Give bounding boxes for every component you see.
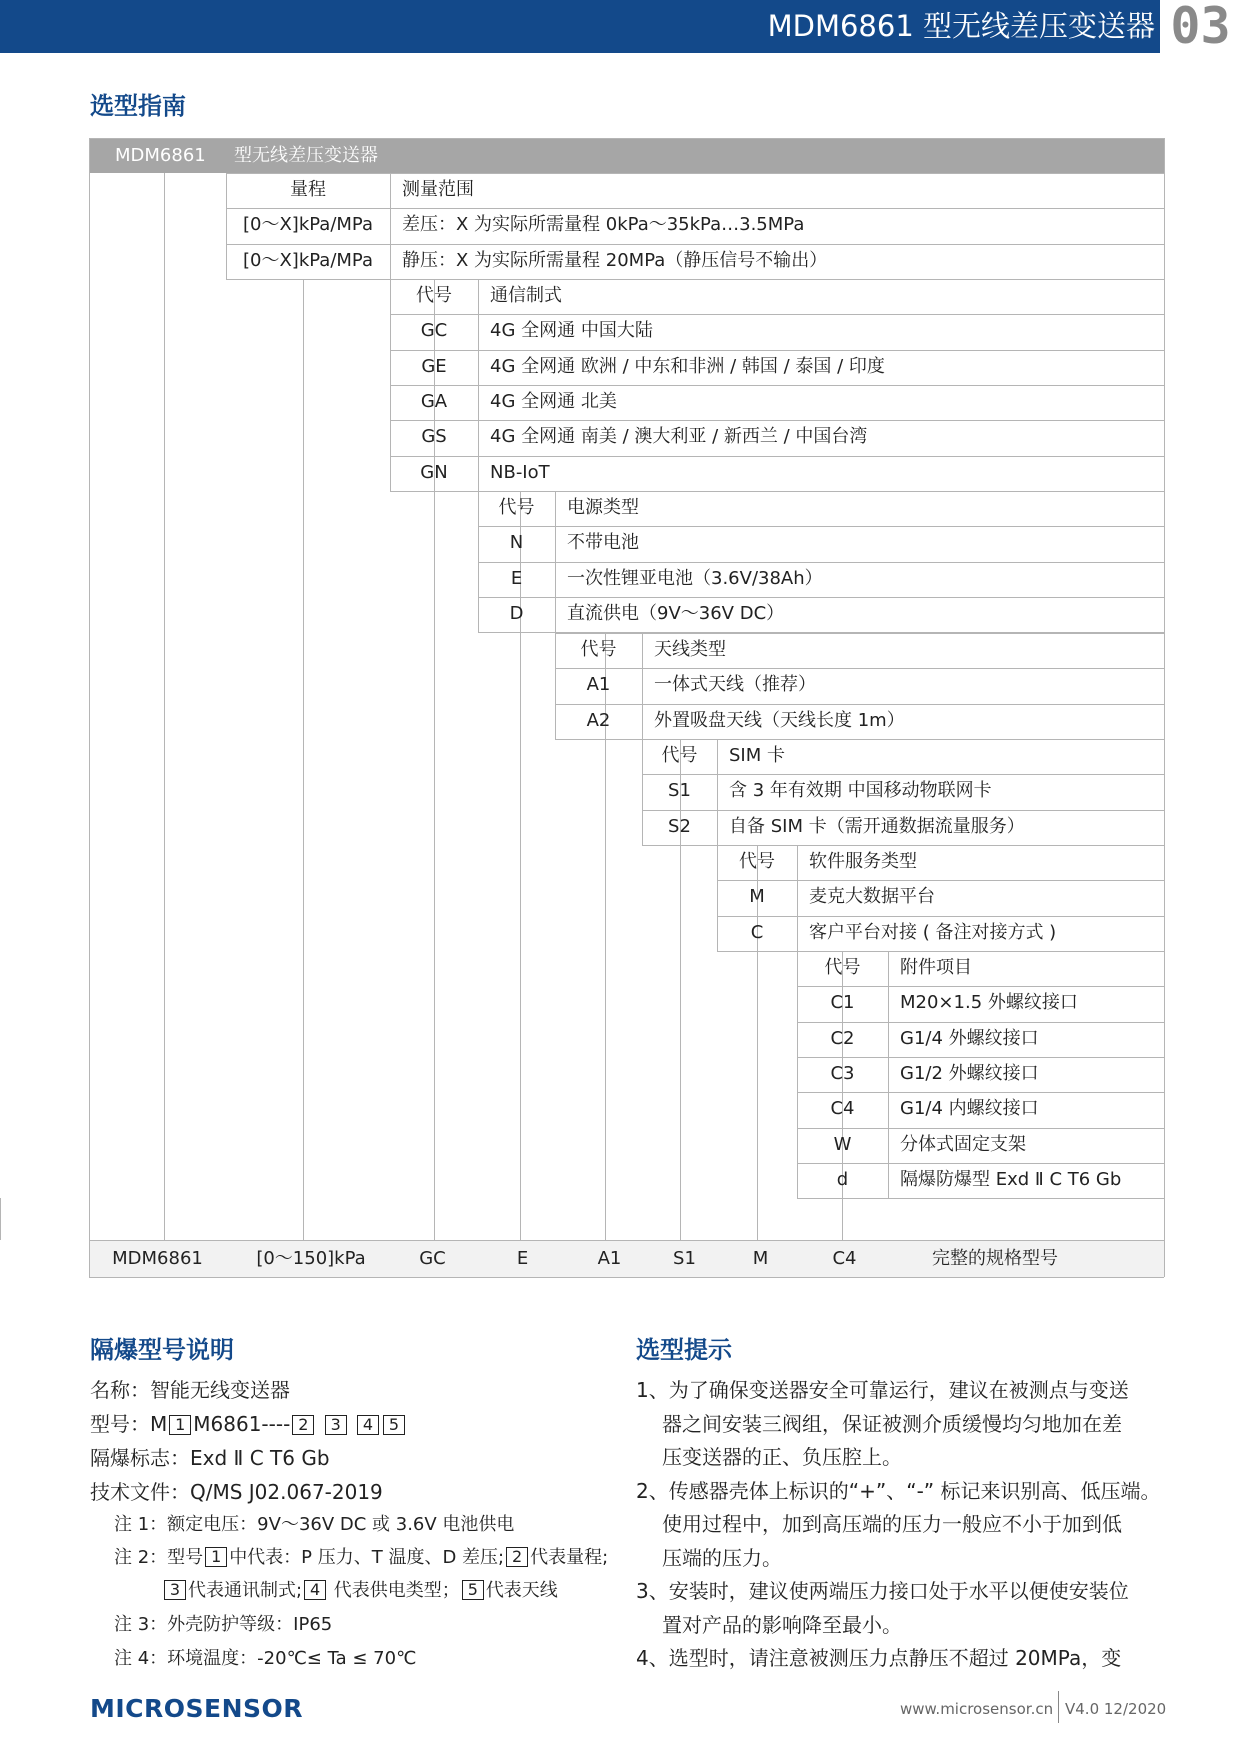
table-right-border xyxy=(1164,138,1165,1277)
software-code-C: C xyxy=(750,921,764,943)
software-header-desc: 软件服务类型 xyxy=(809,851,917,872)
software-header-code: 代号 xyxy=(739,851,775,872)
tip-line: 使用过程中，加到高压端的压力一般应不小于加到低 xyxy=(662,1512,1122,1536)
accessory-desc: G1/4 内螺纹接口 xyxy=(900,1098,1039,1120)
range-code-0XkPaMPa: [0～X]kPa/MPa xyxy=(243,249,373,271)
microsensor-logo: MICROSENSOR xyxy=(90,1694,304,1723)
table-rule xyxy=(642,739,1164,740)
sim-desc: 含 3 年有效期 中国移动物联网卡 xyxy=(729,780,992,802)
range-header-code: 量程 xyxy=(290,179,326,200)
sim-header-code: 代号 xyxy=(661,745,698,766)
comm-code-GA: GA xyxy=(420,390,448,412)
explosion-note-2 xyxy=(114,1547,608,1569)
accessory-desc: G1/4 外螺纹接口 xyxy=(900,1027,1039,1049)
table-rule xyxy=(89,1277,1164,1278)
tree-line-accessory xyxy=(0,1198,1,1240)
example-software: M xyxy=(752,1248,769,1269)
sim-header-desc: SIM 卡 xyxy=(729,745,785,766)
accessory-desc: 分体式固定支架 xyxy=(900,1133,1026,1155)
block-divider-range xyxy=(390,173,391,279)
software-desc: 客户平台对接 ( 备注对接方式 ) xyxy=(809,921,1057,943)
tip-line: 1、为了确保变送器安全可靠运行，建议在被测点与变送 xyxy=(636,1378,1129,1402)
range-desc: 差压：X 为实际所需量程 0kPa～35kPa…3.5MPa xyxy=(402,214,805,236)
block-divider-power xyxy=(555,491,556,632)
accessory-code-C2: C2 xyxy=(830,1027,855,1049)
antenna-code-A1: A1 xyxy=(586,674,611,696)
note2-d: 代表通讯制式; xyxy=(188,1580,303,1601)
table-model: MDM6861 xyxy=(115,145,206,166)
model-box-5: 5 xyxy=(383,1415,405,1435)
power-desc: 一次性锂亚电池（3.6V/38Ah） xyxy=(567,567,823,589)
header-title: MDM6861 型无线差压变送器 xyxy=(767,9,1155,43)
table-left-border xyxy=(89,138,90,1277)
power-code-D: D xyxy=(509,602,524,624)
tip-line: 压端的压力。 xyxy=(662,1545,782,1570)
antenna-desc: 外置吸盘天线（天线长度 1m） xyxy=(654,709,905,731)
tip-line: 2、传感器壳体上标识的“+”、“-” 标记来识别高、低压端。 xyxy=(636,1478,1161,1503)
tip-line: 置对产品的影响降至最小。 xyxy=(662,1612,902,1637)
model-box-2: 2 xyxy=(292,1415,314,1435)
comm-code-GC: GC xyxy=(420,320,448,342)
power-code-N: N xyxy=(509,532,524,554)
model-mid: M6861---- xyxy=(193,1412,291,1436)
example-comm: GC xyxy=(419,1248,446,1269)
comm-header-code: 代号 xyxy=(416,285,452,306)
accessory-code-d: d xyxy=(836,1168,849,1190)
range-code-0XkPaMPa: [0～X]kPa/MPa xyxy=(243,214,373,236)
explosion-title: 隔爆型号说明 xyxy=(90,1336,234,1364)
tree-line-model xyxy=(164,173,165,1240)
explosion-note-1: 注 1：额定电压：9V～36V DC 或 3.6V 电池供电 xyxy=(114,1514,515,1535)
example-accessory: C4 xyxy=(832,1248,857,1269)
comm-code-GS: GS xyxy=(421,426,447,448)
example-sim: S1 xyxy=(673,1248,696,1269)
accessory-header-code: 代号 xyxy=(824,957,861,978)
comm-desc: NB-IoT xyxy=(490,461,550,483)
power-header-code: 代号 xyxy=(498,497,535,518)
comm-desc: 4G 全网通 南美 / 澳大利亚 / 新西兰 / 中国台湾 xyxy=(490,426,868,448)
footer-version: V4.0 12/2020 xyxy=(1065,1700,1167,1718)
power-desc: 不带电池 xyxy=(567,532,639,554)
accessory-code-W: W xyxy=(833,1133,852,1155)
note2-box-3: 3 xyxy=(164,1580,186,1600)
page-number: 03 xyxy=(1160,0,1241,53)
example-power: E xyxy=(516,1248,529,1269)
block-divider-accessory xyxy=(888,951,889,1198)
model-box-1: 1 xyxy=(169,1415,191,1435)
example-range: [0～150]kPa xyxy=(256,1248,366,1269)
model-prefix: 型号：M xyxy=(90,1412,168,1436)
comm-header-desc: 通信制式 xyxy=(490,285,562,306)
selection-guide-title: 选型指南 xyxy=(90,92,186,120)
tree-line-range xyxy=(303,279,304,1240)
range-header-desc: 测量范围 xyxy=(402,179,474,200)
table-rule xyxy=(89,138,1164,139)
explosion-mark: 隔爆标志：Exd Ⅱ C T6 Gb xyxy=(90,1446,330,1470)
tip-line: 3、安装时，建议使两端压力接口处于水平以便使安装位 xyxy=(636,1579,1129,1603)
block-divider-antenna xyxy=(642,633,643,739)
range-desc: 静压：X 为实际所需量程 20MPa（静压信号不输出） xyxy=(402,249,828,271)
example-label: 完整的规格型号 xyxy=(932,1248,1058,1269)
note2-box-2: 2 xyxy=(506,1547,528,1567)
table-rule xyxy=(555,668,1164,669)
example-model: MDM6861 xyxy=(112,1248,203,1269)
note2-a: 注 2：型号 xyxy=(114,1547,204,1568)
accessory-desc: 隔爆防爆型 Exd Ⅱ C T6 Gb xyxy=(900,1168,1122,1190)
explosion-note-4: 注 4：环境温度：-20℃≤ Ta ≤ 70℃ xyxy=(114,1648,417,1669)
note2-e: 代表供电类型； xyxy=(328,1580,460,1601)
comm-code-GN: GN xyxy=(420,461,448,483)
accessory-code-C4: C4 xyxy=(830,1098,855,1120)
note2-c: 代表量程; xyxy=(530,1547,609,1568)
block-divider-comm xyxy=(478,279,479,491)
antenna-desc: 一体式天线（推荐） xyxy=(654,674,816,696)
accessory-desc: G1/2 外螺纹接口 xyxy=(900,1062,1039,1084)
table-rule xyxy=(555,633,1164,634)
explosion-doc: 技术文件：Q/MS J02.067-2019 xyxy=(90,1480,383,1504)
footer-url[interactable]: www.microsensor.cn xyxy=(900,1700,1054,1718)
comm-desc: 4G 全网通 中国大陆 xyxy=(490,320,653,342)
tip-line: 器之间安装三阀组，保证被测介质缓慢均匀地加在差 xyxy=(662,1411,1122,1436)
tip-line: 4、选型时，请注意被测压力点静压不超过 20MPa，变 xyxy=(636,1646,1122,1670)
model-box-4: 4 xyxy=(357,1415,379,1435)
table-rule xyxy=(797,1198,1164,1199)
power-desc: 直流供电（9V～36V DC） xyxy=(567,602,785,624)
block-divider-software xyxy=(797,845,798,951)
software-code-M: M xyxy=(749,886,765,908)
tip-line: 压变送器的正、负压腔上。 xyxy=(662,1445,902,1469)
accessory-desc: M20×1.5 外螺纹接口 xyxy=(900,992,1078,1014)
power-code-E: E xyxy=(510,567,523,589)
comm-code-GE: GE xyxy=(421,355,447,377)
accessory-header-desc: 附件项目 xyxy=(900,957,972,978)
antenna-code-A2: A2 xyxy=(586,709,611,731)
software-desc: 麦克大数据平台 xyxy=(809,886,935,908)
footer-divider xyxy=(1058,1691,1059,1723)
power-header-desc: 电源类型 xyxy=(567,497,639,518)
accessory-code-C3: C3 xyxy=(830,1062,855,1084)
sim-code-S2: S2 xyxy=(668,815,691,837)
explosion-model xyxy=(90,1412,407,1436)
explosion-note-3: 注 3：外壳防护等级：IP65 xyxy=(114,1614,333,1635)
antenna-header-code: 代号 xyxy=(580,639,617,660)
note2-box-5: 5 xyxy=(462,1580,484,1600)
note2-box-4: 4 xyxy=(304,1580,326,1600)
comm-desc: 4G 全网通 北美 xyxy=(490,390,617,412)
example-antenna: A1 xyxy=(597,1248,622,1269)
tips-title: 选型提示 xyxy=(636,1336,732,1364)
model-box-3: 3 xyxy=(325,1415,347,1435)
sim-desc: 自备 SIM 卡（需开通数据流量服务） xyxy=(729,815,1025,837)
sim-code-S1: S1 xyxy=(668,780,691,802)
comm-desc: 4G 全网通 欧洲 / 中东和非洲 / 韩国 / 泰国 / 印度 xyxy=(490,355,885,377)
table-model-desc: 型无线差压变送器 xyxy=(234,145,378,166)
explosion-note-2-cont xyxy=(162,1580,558,1602)
note2-f: 代表天线 xyxy=(485,1580,558,1601)
note2-b: 中代表：P 压力、T 温度、D 差压; xyxy=(229,1547,505,1568)
accessory-code-C1: C1 xyxy=(830,992,855,1014)
antenna-header-desc: 天线类型 xyxy=(654,639,726,660)
explosion-name: 名称：智能无线变送器 xyxy=(90,1378,290,1402)
block-divider-sim xyxy=(717,739,718,845)
note2-box-1: 1 xyxy=(205,1547,227,1567)
